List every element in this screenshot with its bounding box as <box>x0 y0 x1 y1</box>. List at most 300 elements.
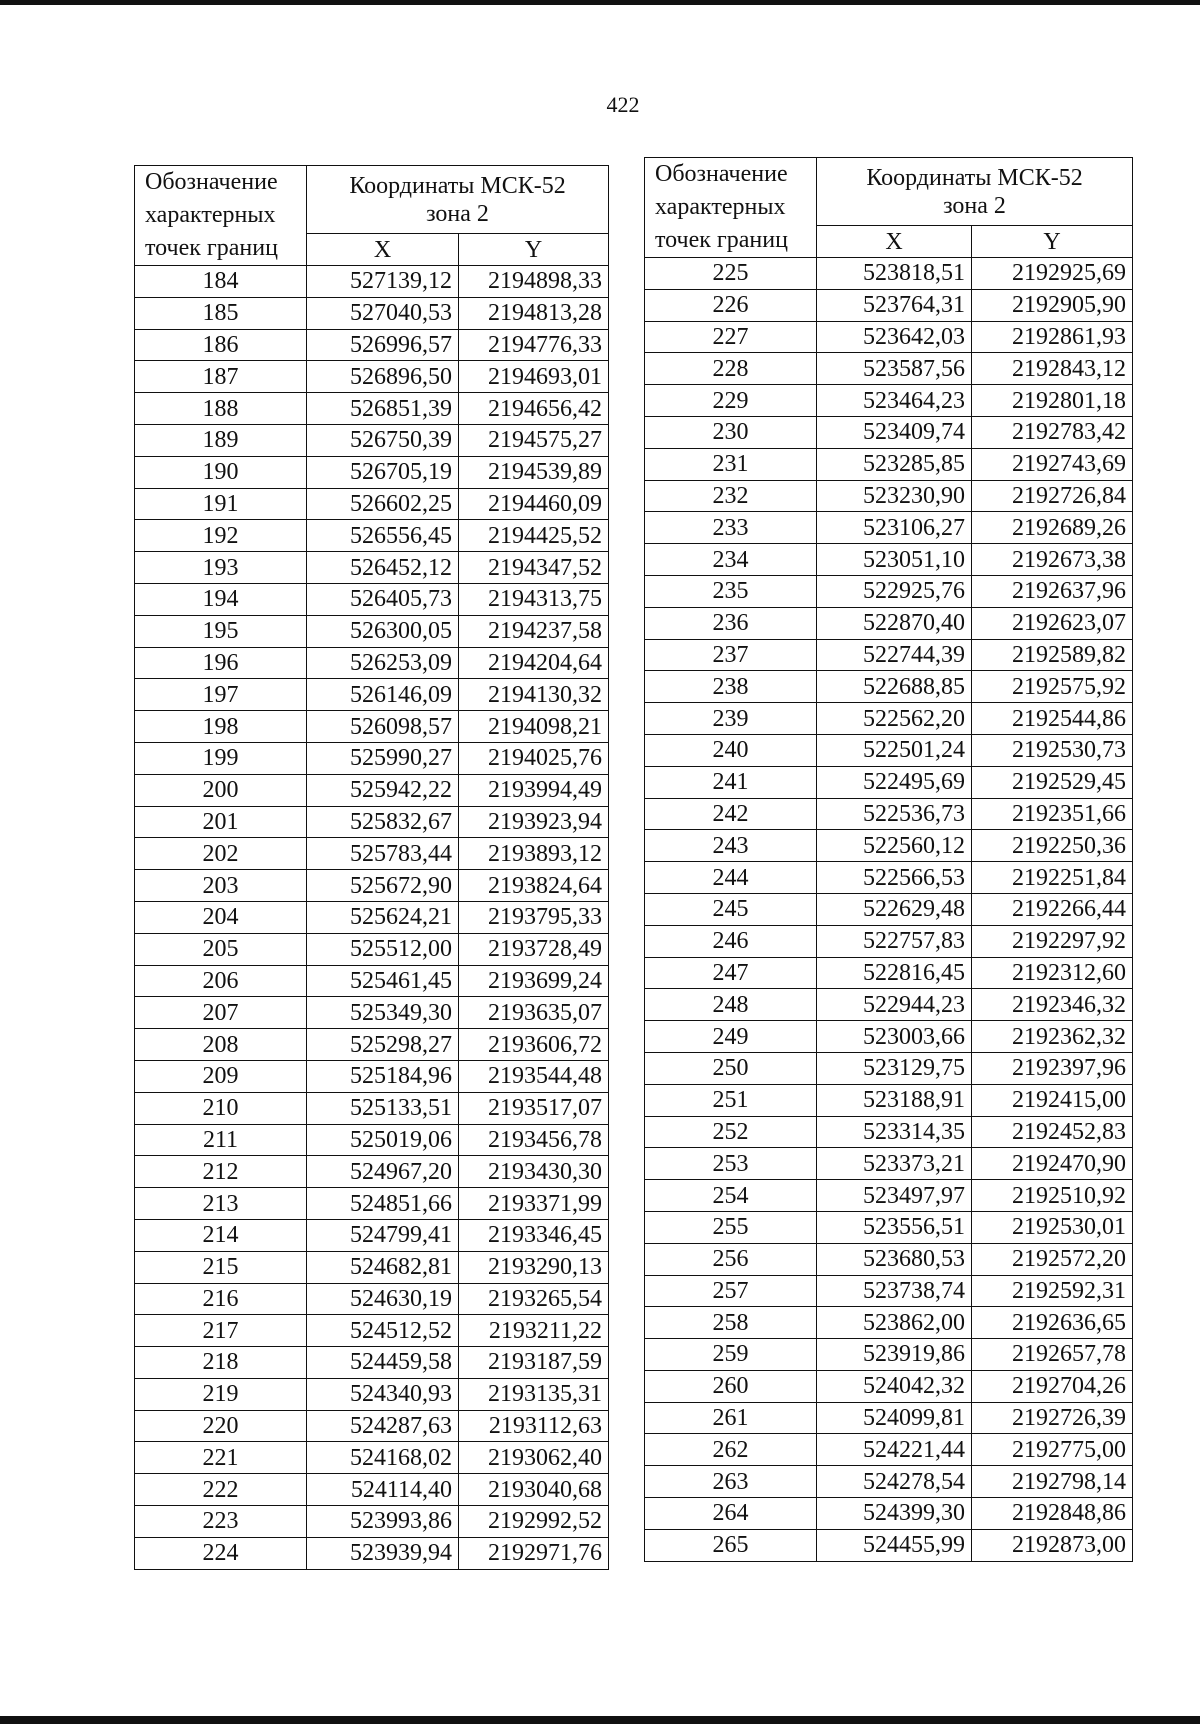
point-number: 195 <box>135 615 307 647</box>
y-coordinate: 2194813,28 <box>459 297 609 329</box>
table-row <box>645 925 1133 957</box>
x-column-header: X <box>307 234 459 266</box>
x-coordinate: 523738,74 <box>817 1275 972 1307</box>
y-coordinate: 2192250,36 <box>972 830 1133 862</box>
y-coordinate: 2194347,52 <box>459 552 609 584</box>
point-label-header: Обозначение характерных точек границ <box>135 166 307 266</box>
y-coordinate: 2194204,64 <box>459 647 609 679</box>
point-number: 197 <box>135 679 307 711</box>
y-coordinate: 2192362,32 <box>972 1021 1133 1053</box>
x-coordinate: 523188,91 <box>817 1084 972 1116</box>
coordinates-table-right <box>644 157 1133 1562</box>
y-coordinate: 2192530,01 <box>972 1211 1133 1243</box>
table-row <box>645 1307 1133 1339</box>
y-coordinate: 2192971,76 <box>459 1537 609 1569</box>
table-row <box>135 933 609 965</box>
top-scan-border <box>0 0 1200 5</box>
x-coordinate: 525461,45 <box>307 965 459 997</box>
table-row <box>135 456 609 488</box>
x-coordinate: 522562,20 <box>817 703 972 735</box>
table-row <box>135 774 609 806</box>
x-coordinate: 524682,81 <box>307 1251 459 1283</box>
coordinates-table-body <box>645 258 1133 1562</box>
table-row <box>645 480 1133 512</box>
y-coordinate: 2193728,49 <box>459 933 609 965</box>
table-row <box>645 1466 1133 1498</box>
point-number: 226 <box>645 289 817 321</box>
table-row <box>645 416 1133 448</box>
table-row <box>645 289 1133 321</box>
y-coordinate: 2192297,92 <box>972 925 1133 957</box>
point-number: 202 <box>135 838 307 870</box>
table-row <box>135 965 609 997</box>
y-coordinate: 2193290,13 <box>459 1251 609 1283</box>
x-coordinate: 522944,23 <box>817 989 972 1021</box>
x-coordinate: 524114,40 <box>307 1474 459 1506</box>
y-coordinate: 2192575,92 <box>972 671 1133 703</box>
point-number: 255 <box>645 1211 817 1243</box>
table-row <box>645 1084 1133 1116</box>
table-row <box>645 766 1133 798</box>
table-row <box>135 806 609 838</box>
x-coordinate: 523818,51 <box>817 258 972 290</box>
y-coordinate: 2192589,82 <box>972 639 1133 671</box>
point-number: 185 <box>135 297 307 329</box>
point-number: 251 <box>645 1084 817 1116</box>
table-row <box>135 1474 609 1506</box>
x-coordinate: 524287,63 <box>307 1410 459 1442</box>
y-coordinate: 2192843,12 <box>972 353 1133 385</box>
point-number: 193 <box>135 552 307 584</box>
point-number: 258 <box>645 1307 817 1339</box>
point-number: 263 <box>645 1466 817 1498</box>
table-row <box>645 258 1133 290</box>
x-coordinate: 524967,20 <box>307 1156 459 1188</box>
y-coordinate: 2192726,39 <box>972 1402 1133 1434</box>
table-row <box>135 1315 609 1347</box>
point-number: 190 <box>135 456 307 488</box>
y-coordinate: 2194575,27 <box>459 424 609 456</box>
x-coordinate: 522501,24 <box>817 734 972 766</box>
table-row <box>645 353 1133 385</box>
point-label-header: Обозначение характерных точек границ <box>645 158 817 258</box>
table-row <box>645 448 1133 480</box>
x-coordinate: 523285,85 <box>817 448 972 480</box>
point-number: 208 <box>135 1029 307 1061</box>
x-coordinate: 524399,30 <box>817 1498 972 1530</box>
x-coordinate: 525019,06 <box>307 1124 459 1156</box>
point-number: 186 <box>135 329 307 361</box>
coordinates-table-left <box>134 165 609 1570</box>
x-coordinate: 524512,52 <box>307 1315 459 1347</box>
table-row <box>135 1124 609 1156</box>
table-row <box>645 1116 1133 1148</box>
point-number: 256 <box>645 1243 817 1275</box>
point-number: 227 <box>645 321 817 353</box>
y-coordinate: 2192530,73 <box>972 734 1133 766</box>
x-coordinate: 527139,12 <box>307 266 459 298</box>
table-row <box>135 361 609 393</box>
table-row <box>135 266 609 298</box>
x-coordinate: 526452,12 <box>307 552 459 584</box>
y-coordinate: 2193544,48 <box>459 1060 609 1092</box>
point-number: 231 <box>645 448 817 480</box>
y-coordinate: 2193346,45 <box>459 1219 609 1251</box>
x-coordinate: 526253,09 <box>307 647 459 679</box>
table-row <box>645 512 1133 544</box>
y-coordinate: 2193893,12 <box>459 838 609 870</box>
x-coordinate: 523939,94 <box>307 1537 459 1569</box>
table-row <box>135 1378 609 1410</box>
table-row <box>645 1339 1133 1371</box>
y-coordinate: 2194460,09 <box>459 488 609 520</box>
y-coordinate: 2192726,84 <box>972 480 1133 512</box>
y-coordinate: 2193371,99 <box>459 1188 609 1220</box>
point-number: 259 <box>645 1339 817 1371</box>
y-coordinate: 2192798,14 <box>972 1466 1133 1498</box>
x-coordinate: 524099,81 <box>817 1402 972 1434</box>
x-coordinate: 525783,44 <box>307 838 459 870</box>
x-coordinate: 523373,21 <box>817 1148 972 1180</box>
x-coordinate: 523129,75 <box>817 1052 972 1084</box>
table-row <box>135 393 609 425</box>
point-number: 237 <box>645 639 817 671</box>
y-coordinate: 2192704,26 <box>972 1370 1133 1402</box>
point-number: 213 <box>135 1188 307 1220</box>
table-row <box>645 1148 1133 1180</box>
y-coordinate: 2192775,00 <box>972 1434 1133 1466</box>
point-number: 211 <box>135 1124 307 1156</box>
table-row <box>135 1410 609 1442</box>
bottom-scan-border <box>0 1716 1200 1724</box>
x-coordinate: 523003,66 <box>817 1021 972 1053</box>
table-row <box>135 997 609 1029</box>
point-number: 224 <box>135 1537 307 1569</box>
table-row <box>645 1434 1133 1466</box>
x-coordinate: 526996,57 <box>307 329 459 361</box>
x-coordinate: 522925,76 <box>817 575 972 607</box>
x-coordinate: 525349,30 <box>307 997 459 1029</box>
y-coordinate: 2192783,42 <box>972 416 1133 448</box>
point-number: 246 <box>645 925 817 957</box>
x-coordinate: 523051,10 <box>817 544 972 576</box>
table-row <box>645 1529 1133 1561</box>
point-number: 234 <box>645 544 817 576</box>
x-coordinate: 523642,03 <box>817 321 972 353</box>
y-coordinate: 2193699,24 <box>459 965 609 997</box>
y-coordinate: 2194776,33 <box>459 329 609 361</box>
x-coordinate: 524459,58 <box>307 1347 459 1379</box>
table-row <box>645 1052 1133 1084</box>
x-coordinate: 522816,45 <box>817 957 972 989</box>
table-row <box>645 385 1133 417</box>
table-row <box>645 575 1133 607</box>
x-coordinate: 523764,31 <box>817 289 972 321</box>
y-coordinate: 2192637,96 <box>972 575 1133 607</box>
x-coordinate: 525624,21 <box>307 901 459 933</box>
y-coordinate: 2192592,31 <box>972 1275 1133 1307</box>
table-row <box>135 488 609 520</box>
y-coordinate: 2193040,68 <box>459 1474 609 1506</box>
coordinates-header: Координаты МСК-52 зона 2 <box>817 158 1133 226</box>
point-number: 253 <box>645 1148 817 1180</box>
y-coordinate: 2192636,65 <box>972 1307 1133 1339</box>
table-row <box>135 1060 609 1092</box>
y-coordinate: 2193062,40 <box>459 1442 609 1474</box>
y-coordinate: 2193994,49 <box>459 774 609 806</box>
point-number: 189 <box>135 424 307 456</box>
x-coordinate: 522757,83 <box>817 925 972 957</box>
y-coordinate: 2192743,69 <box>972 448 1133 480</box>
table-row <box>645 1498 1133 1530</box>
y-coordinate: 2193795,33 <box>459 901 609 933</box>
table-row <box>645 321 1133 353</box>
y-coordinate: 2193265,54 <box>459 1283 609 1315</box>
table-row <box>645 957 1133 989</box>
point-number: 252 <box>645 1116 817 1148</box>
point-number: 184 <box>135 266 307 298</box>
point-number: 249 <box>645 1021 817 1053</box>
y-coordinate: 2192351,66 <box>972 798 1133 830</box>
table-row <box>645 1180 1133 1212</box>
x-coordinate: 522870,40 <box>817 607 972 639</box>
y-coordinate: 2194098,21 <box>459 711 609 743</box>
x-coordinate: 523556,51 <box>817 1211 972 1243</box>
y-coordinate: 2193517,07 <box>459 1092 609 1124</box>
table-row <box>135 870 609 902</box>
table-row <box>135 1092 609 1124</box>
table-row <box>135 583 609 615</box>
table-row <box>135 1347 609 1379</box>
point-number: 260 <box>645 1370 817 1402</box>
point-number: 230 <box>645 416 817 448</box>
table-row <box>645 639 1133 671</box>
table-row <box>645 1370 1133 1402</box>
y-coordinate: 2193606,72 <box>459 1029 609 1061</box>
point-number: 265 <box>645 1529 817 1561</box>
x-coordinate: 523464,23 <box>817 385 972 417</box>
point-number: 212 <box>135 1156 307 1188</box>
coordinates-header: Координаты МСК-52 зона 2 <box>307 166 609 234</box>
table-row <box>645 798 1133 830</box>
x-coordinate: 526146,09 <box>307 679 459 711</box>
coordinates-table-body <box>135 266 609 1570</box>
x-coordinate: 524455,99 <box>817 1529 972 1561</box>
x-coordinate: 526300,05 <box>307 615 459 647</box>
table-row <box>645 703 1133 735</box>
point-number: 242 <box>645 798 817 830</box>
point-number: 222 <box>135 1474 307 1506</box>
y-coordinate: 2193112,63 <box>459 1410 609 1442</box>
y-coordinate: 2194656,42 <box>459 393 609 425</box>
x-coordinate: 525184,96 <box>307 1060 459 1092</box>
table-row <box>135 838 609 870</box>
point-number: 236 <box>645 607 817 639</box>
table-row <box>645 734 1133 766</box>
table-row <box>135 679 609 711</box>
point-number: 217 <box>135 1315 307 1347</box>
table-row <box>135 1442 609 1474</box>
y-coordinate: 2192992,52 <box>459 1506 609 1538</box>
x-coordinate: 526098,57 <box>307 711 459 743</box>
y-coordinate: 2192572,20 <box>972 1243 1133 1275</box>
table-row <box>135 1506 609 1538</box>
y-coordinate: 2192801,18 <box>972 385 1133 417</box>
y-column-header: Y <box>972 226 1133 258</box>
point-number: 201 <box>135 806 307 838</box>
point-number: 207 <box>135 997 307 1029</box>
y-coordinate: 2192510,92 <box>972 1180 1133 1212</box>
point-number: 244 <box>645 862 817 894</box>
point-number: 257 <box>645 1275 817 1307</box>
table-row <box>135 615 609 647</box>
table-row <box>135 647 609 679</box>
y-coordinate: 2192346,32 <box>972 989 1133 1021</box>
table-row <box>645 1402 1133 1434</box>
table-row <box>135 297 609 329</box>
point-number: 261 <box>645 1402 817 1434</box>
point-number: 247 <box>645 957 817 989</box>
table-row <box>135 424 609 456</box>
point-number: 235 <box>645 575 817 607</box>
y-coordinate: 2194539,89 <box>459 456 609 488</box>
table-row <box>645 989 1133 1021</box>
x-column-header: X <box>817 226 972 258</box>
point-number: 215 <box>135 1251 307 1283</box>
table-row <box>135 1537 609 1569</box>
point-number: 232 <box>645 480 817 512</box>
point-number: 219 <box>135 1378 307 1410</box>
y-coordinate: 2194693,01 <box>459 361 609 393</box>
y-coordinate: 2192673,38 <box>972 544 1133 576</box>
y-coordinate: 2192925,69 <box>972 258 1133 290</box>
x-coordinate: 525990,27 <box>307 742 459 774</box>
y-coordinate: 2192529,45 <box>972 766 1133 798</box>
x-coordinate: 523314,35 <box>817 1116 972 1148</box>
point-number: 245 <box>645 893 817 925</box>
y-coordinate: 2192689,26 <box>972 512 1133 544</box>
table-row <box>135 552 609 584</box>
x-coordinate: 525298,27 <box>307 1029 459 1061</box>
point-number: 198 <box>135 711 307 743</box>
x-coordinate: 522560,12 <box>817 830 972 862</box>
x-coordinate: 525512,00 <box>307 933 459 965</box>
x-coordinate: 523680,53 <box>817 1243 972 1275</box>
table-row <box>135 742 609 774</box>
point-number: 203 <box>135 870 307 902</box>
y-coordinate: 2192861,93 <box>972 321 1133 353</box>
table-row <box>645 671 1133 703</box>
table-row <box>135 329 609 361</box>
x-coordinate: 522536,73 <box>817 798 972 830</box>
point-number: 218 <box>135 1347 307 1379</box>
point-number: 196 <box>135 647 307 679</box>
table-row <box>135 1283 609 1315</box>
x-coordinate: 523919,86 <box>817 1339 972 1371</box>
table-row <box>135 901 609 933</box>
point-number: 228 <box>645 353 817 385</box>
table-row <box>645 1275 1133 1307</box>
table-row <box>645 544 1133 576</box>
point-number: 199 <box>135 742 307 774</box>
y-coordinate: 2192397,96 <box>972 1052 1133 1084</box>
point-number: 243 <box>645 830 817 862</box>
x-coordinate: 525832,67 <box>307 806 459 838</box>
point-number: 214 <box>135 1219 307 1251</box>
y-coordinate: 2193635,07 <box>459 997 609 1029</box>
point-number: 210 <box>135 1092 307 1124</box>
table-row <box>135 1029 609 1061</box>
point-number: 225 <box>645 258 817 290</box>
table-row <box>135 520 609 552</box>
table-row <box>135 711 609 743</box>
x-coordinate: 522566,53 <box>817 862 972 894</box>
y-coordinate: 2193923,94 <box>459 806 609 838</box>
point-number: 223 <box>135 1506 307 1538</box>
x-coordinate: 524278,54 <box>817 1466 972 1498</box>
x-coordinate: 523230,90 <box>817 480 972 512</box>
y-coordinate: 2193430,30 <box>459 1156 609 1188</box>
y-coordinate: 2194025,76 <box>459 742 609 774</box>
y-coordinate: 2192873,00 <box>972 1529 1133 1561</box>
x-coordinate: 523497,97 <box>817 1180 972 1212</box>
x-coordinate: 525133,51 <box>307 1092 459 1124</box>
point-number: 220 <box>135 1410 307 1442</box>
point-number: 191 <box>135 488 307 520</box>
y-coordinate: 2192470,90 <box>972 1148 1133 1180</box>
y-coordinate: 2194898,33 <box>459 266 609 298</box>
x-coordinate: 526405,73 <box>307 583 459 615</box>
y-coordinate: 2193456,78 <box>459 1124 609 1156</box>
table-row <box>645 607 1133 639</box>
point-number: 254 <box>645 1180 817 1212</box>
point-number: 240 <box>645 734 817 766</box>
point-number: 233 <box>645 512 817 544</box>
table-row <box>135 1188 609 1220</box>
x-coordinate: 524221,44 <box>817 1434 972 1466</box>
y-coordinate: 2192905,90 <box>972 289 1133 321</box>
point-number: 209 <box>135 1060 307 1092</box>
y-coordinate: 2194130,32 <box>459 679 609 711</box>
point-number: 221 <box>135 1442 307 1474</box>
y-coordinate: 2193187,59 <box>459 1347 609 1379</box>
y-coordinate: 2192415,00 <box>972 1084 1133 1116</box>
y-coordinate: 2193135,31 <box>459 1378 609 1410</box>
table-row <box>135 1219 609 1251</box>
x-coordinate: 526602,25 <box>307 488 459 520</box>
x-coordinate: 524630,19 <box>307 1283 459 1315</box>
x-coordinate: 523409,74 <box>817 416 972 448</box>
y-coordinate: 2192623,07 <box>972 607 1133 639</box>
x-coordinate: 526705,19 <box>307 456 459 488</box>
point-number: 200 <box>135 774 307 806</box>
point-number: 239 <box>645 703 817 735</box>
point-number: 206 <box>135 965 307 997</box>
x-coordinate: 525942,22 <box>307 774 459 806</box>
point-number: 264 <box>645 1498 817 1530</box>
x-coordinate: 526896,50 <box>307 361 459 393</box>
y-coordinate: 2193824,64 <box>459 870 609 902</box>
table-row <box>645 1243 1133 1275</box>
page-number: 422 <box>606 92 640 117</box>
x-coordinate: 522744,39 <box>817 639 972 671</box>
point-number: 188 <box>135 393 307 425</box>
point-number: 204 <box>135 901 307 933</box>
x-coordinate: 523587,56 <box>817 353 972 385</box>
x-coordinate: 526750,39 <box>307 424 459 456</box>
x-coordinate: 524340,93 <box>307 1378 459 1410</box>
x-coordinate: 524042,32 <box>817 1370 972 1402</box>
